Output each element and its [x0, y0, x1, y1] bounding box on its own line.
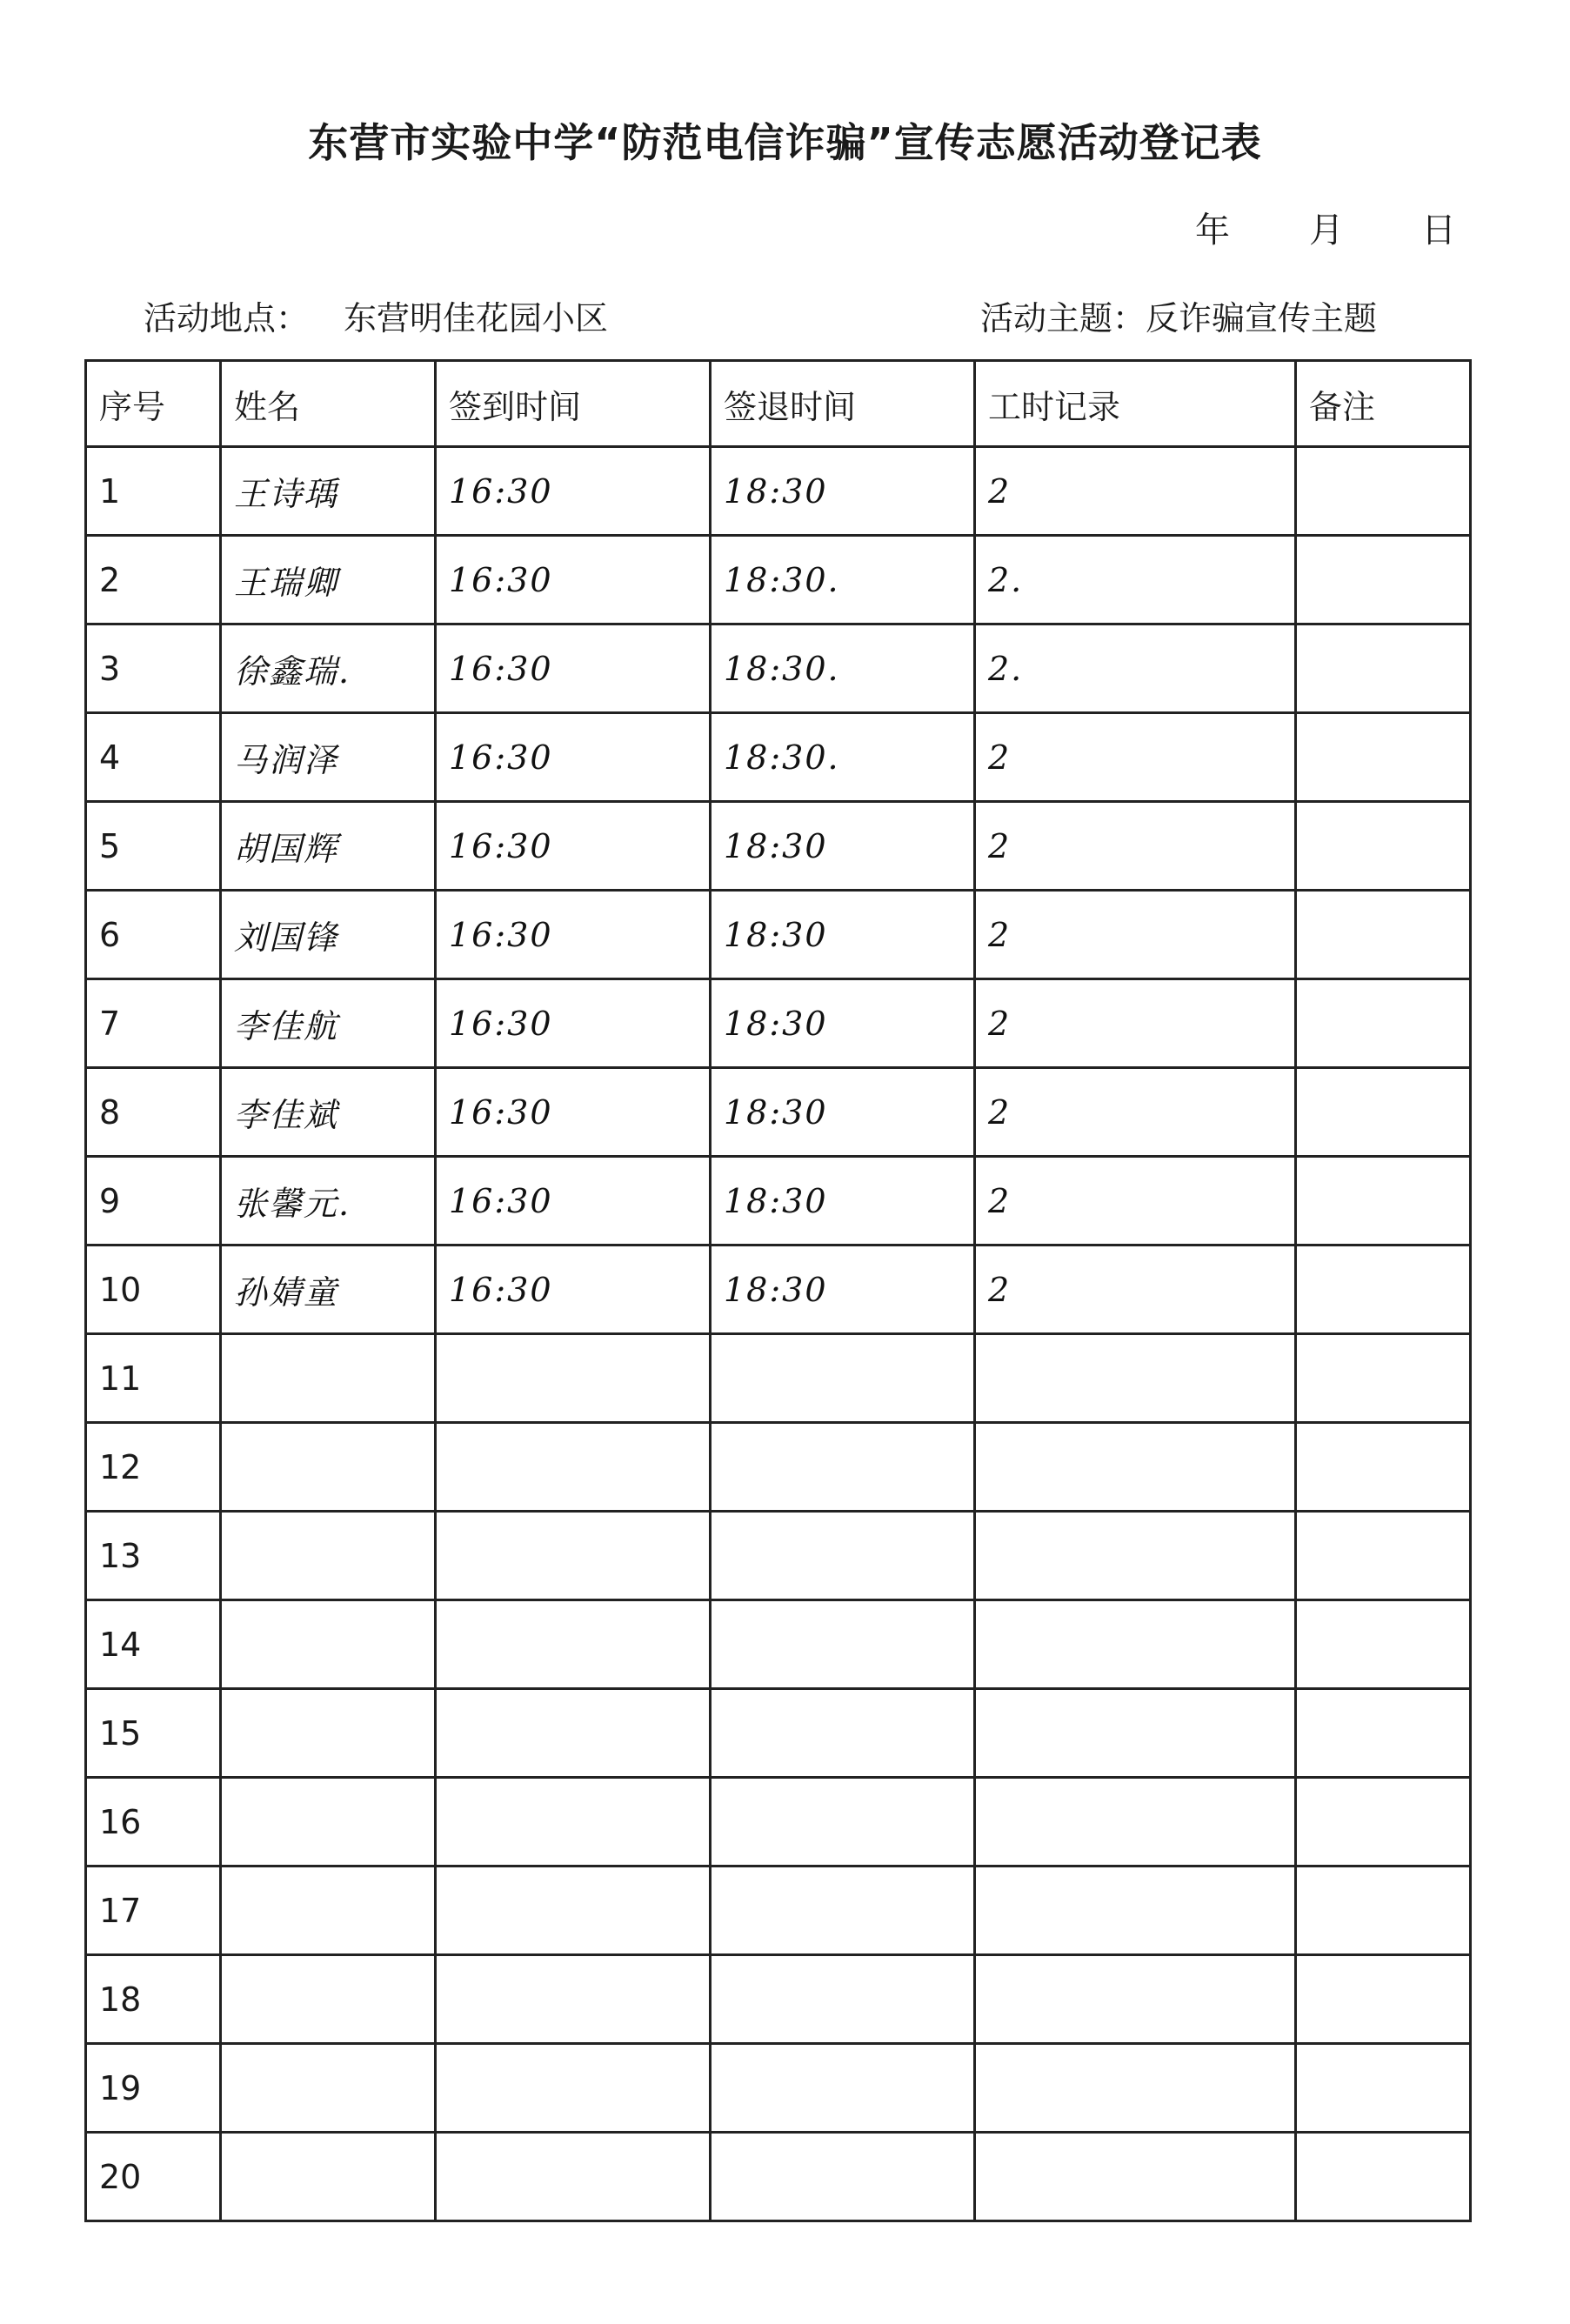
row-hours: [975, 1689, 1296, 1778]
table-row: [86, 2044, 1471, 2133]
row-name: 张馨元.: [221, 1157, 436, 1245]
row-hours: 2: [975, 891, 1296, 979]
row-sign-in: [436, 1512, 711, 1600]
row-note: [1296, 1778, 1471, 1867]
date-day-label: 日: [1421, 210, 1456, 250]
row-name: 徐鑫瑞.: [221, 624, 436, 713]
row-sign-out: 18:30: [711, 891, 975, 979]
row-sign-in: [436, 1334, 711, 1423]
row-sign-out: [711, 1423, 975, 1512]
table-row: [86, 802, 1471, 891]
row-sign-out: 18:30: [711, 1157, 975, 1245]
row-note: [1296, 624, 1471, 713]
table-row: [86, 1334, 1471, 1423]
row-sign-out: [711, 1512, 975, 1600]
row-sign-out: 18:30.: [711, 624, 975, 713]
row-sign-in: [436, 1955, 711, 2044]
row-note: [1296, 1245, 1471, 1334]
table-header-row: [86, 361, 1471, 447]
row-sign-out: 18:30.: [711, 536, 975, 624]
row-note: [1296, 1600, 1471, 1689]
row-sign-in: [436, 2133, 711, 2221]
header-sign-in: 签到时间: [436, 361, 711, 447]
table-row: [86, 1600, 1471, 1689]
row-hours: 2: [975, 713, 1296, 802]
row-sign-in: 16:30: [436, 1157, 711, 1245]
row-index: 1: [86, 447, 221, 536]
row-index: 20: [86, 2133, 221, 2221]
row-index: 16: [86, 1778, 221, 1867]
row-index: 3: [86, 624, 221, 713]
row-index: 7: [86, 979, 221, 1068]
row-sign-in: [436, 2044, 711, 2133]
row-name: 李佳航: [221, 979, 436, 1068]
header-sign-out: 签退时间: [711, 361, 975, 447]
table-row: [86, 1068, 1471, 1157]
table-row: [86, 979, 1471, 1068]
row-name: [221, 2044, 436, 2133]
row-sign-out: 18:30: [711, 1245, 975, 1334]
row-index: 9: [86, 1157, 221, 1245]
row-sign-in: 16:30: [436, 447, 711, 536]
row-index: 11: [86, 1334, 221, 1423]
row-sign-in: 16:30: [436, 713, 711, 802]
row-note: [1296, 1157, 1471, 1245]
row-note: [1296, 1867, 1471, 1955]
row-hours: [975, 1600, 1296, 1689]
row-sign-out: [711, 2133, 975, 2221]
row-hours: 2.: [975, 624, 1296, 713]
row-sign-out: 18:30: [711, 1068, 975, 1157]
row-note: [1296, 891, 1471, 979]
table-row: [86, 447, 1471, 536]
row-name: [221, 2133, 436, 2221]
header-name: 姓名: [221, 361, 436, 447]
row-sign-in: 16:30: [436, 1068, 711, 1157]
row-note: [1296, 1334, 1471, 1423]
row-hours: [975, 1334, 1296, 1423]
row-name: 王诗瑀: [221, 447, 436, 536]
row-name: [221, 1955, 436, 2044]
registration-table: [84, 359, 1472, 2222]
row-name: 李佳斌: [221, 1068, 436, 1157]
header-hours: 工时记录: [975, 361, 1296, 447]
table-row: [86, 1512, 1471, 1600]
row-note: [1296, 447, 1471, 536]
row-note: [1296, 1512, 1471, 1600]
row-index: 5: [86, 802, 221, 891]
row-sign-out: [711, 2044, 975, 2133]
row-hours: [975, 2133, 1296, 2221]
row-hours: 2: [975, 1068, 1296, 1157]
row-hours: 2: [975, 802, 1296, 891]
row-hours: 2: [975, 979, 1296, 1068]
row-name: 刘国锋: [221, 891, 436, 979]
row-sign-in: 16:30: [436, 1245, 711, 1334]
row-sign-in: [436, 1689, 711, 1778]
theme-value: 反诈骗宣传主题: [1146, 299, 1378, 337]
row-sign-in: [436, 1778, 711, 1867]
row-sign-in: 16:30: [436, 979, 711, 1068]
row-note: [1296, 713, 1471, 802]
table-row: [86, 624, 1471, 713]
row-index: 18: [86, 1955, 221, 2044]
row-sign-out: [711, 1600, 975, 1689]
row-sign-in: 16:30: [436, 802, 711, 891]
row-sign-in: 16:30: [436, 891, 711, 979]
table-row: [86, 2133, 1471, 2221]
row-hours: [975, 1512, 1296, 1600]
row-sign-in: 16:30: [436, 624, 711, 713]
row-sign-out: 18:30: [711, 447, 975, 536]
row-sign-in: 16:30: [436, 536, 711, 624]
row-hours: [975, 1778, 1296, 1867]
row-sign-out: [711, 1955, 975, 2044]
row-sign-out: 18:30.: [711, 713, 975, 802]
activity-theme: [980, 291, 1377, 339]
table-row: [86, 1245, 1471, 1334]
row-sign-out: [711, 1689, 975, 1778]
row-name: [221, 1778, 436, 1867]
row-sign-in: [436, 1423, 711, 1512]
row-index: 6: [86, 891, 221, 979]
table-row: [86, 1867, 1471, 1955]
row-sign-out: [711, 1867, 975, 1955]
row-sign-in: [436, 1867, 711, 1955]
table-row: [86, 536, 1471, 624]
row-name: 王瑞卿: [221, 536, 436, 624]
page-title: 东营市实验中学“防范电信诈骗”宣传志愿活动登记表: [308, 119, 1262, 166]
row-hours: [975, 1423, 1296, 1512]
row-note: [1296, 2044, 1471, 2133]
row-sign-out: 18:30: [711, 802, 975, 891]
row-index: 15: [86, 1689, 221, 1778]
row-index: 2: [86, 536, 221, 624]
row-name: [221, 1867, 436, 1955]
row-note: [1296, 536, 1471, 624]
row-hours: [975, 1955, 1296, 2044]
table-row: [86, 1955, 1471, 2044]
row-name: [221, 1334, 436, 1423]
location-value: 东营明佳花园小区: [344, 299, 609, 337]
row-sign-out: [711, 1334, 975, 1423]
row-hours: 2: [975, 1245, 1296, 1334]
row-hours: [975, 1867, 1296, 1955]
row-name: [221, 1423, 436, 1512]
row-index: 8: [86, 1068, 221, 1157]
row-note: [1296, 2133, 1471, 2221]
row-hours: 2: [975, 447, 1296, 536]
row-index: 17: [86, 1867, 221, 1955]
table-row: [86, 891, 1471, 979]
row-index: 12: [86, 1423, 221, 1512]
row-note: [1296, 1423, 1471, 1512]
table-row: [86, 713, 1471, 802]
location-label: 活动地点：: [144, 299, 310, 337]
row-sign-out: 18:30: [711, 979, 975, 1068]
row-name: 孙婧童: [221, 1245, 436, 1334]
date-month-label: 月: [1309, 210, 1344, 250]
row-index: 13: [86, 1512, 221, 1600]
row-name: 胡国辉: [221, 802, 436, 891]
header-notes: 备注: [1296, 361, 1471, 447]
row-hours: 2.: [975, 536, 1296, 624]
row-note: [1296, 979, 1471, 1068]
row-index: 10: [86, 1245, 221, 1334]
header-index: 序号: [86, 361, 221, 447]
row-name: 马润泽: [221, 713, 436, 802]
date-year-label: 年: [1195, 210, 1230, 250]
row-note: [1296, 1689, 1471, 1778]
table-row: [86, 1157, 1471, 1245]
row-note: [1296, 1068, 1471, 1157]
row-sign-in: [436, 1600, 711, 1689]
row-sign-out: [711, 1778, 975, 1867]
row-index: 4: [86, 713, 221, 802]
row-note: [1296, 1955, 1471, 2044]
theme-label: 活动主题：: [980, 299, 1146, 337]
row-note: [1296, 802, 1471, 891]
table-row: [86, 1689, 1471, 1778]
row-hours: 2: [975, 1157, 1296, 1245]
row-index: 14: [86, 1600, 221, 1689]
row-name: [221, 1512, 436, 1600]
row-index: 19: [86, 2044, 221, 2133]
row-name: [221, 1600, 436, 1689]
activity-location: [144, 291, 608, 339]
row-hours: [975, 2044, 1296, 2133]
table-row: [86, 1778, 1471, 1867]
row-name: [221, 1689, 436, 1778]
table-row: [86, 1423, 1471, 1512]
